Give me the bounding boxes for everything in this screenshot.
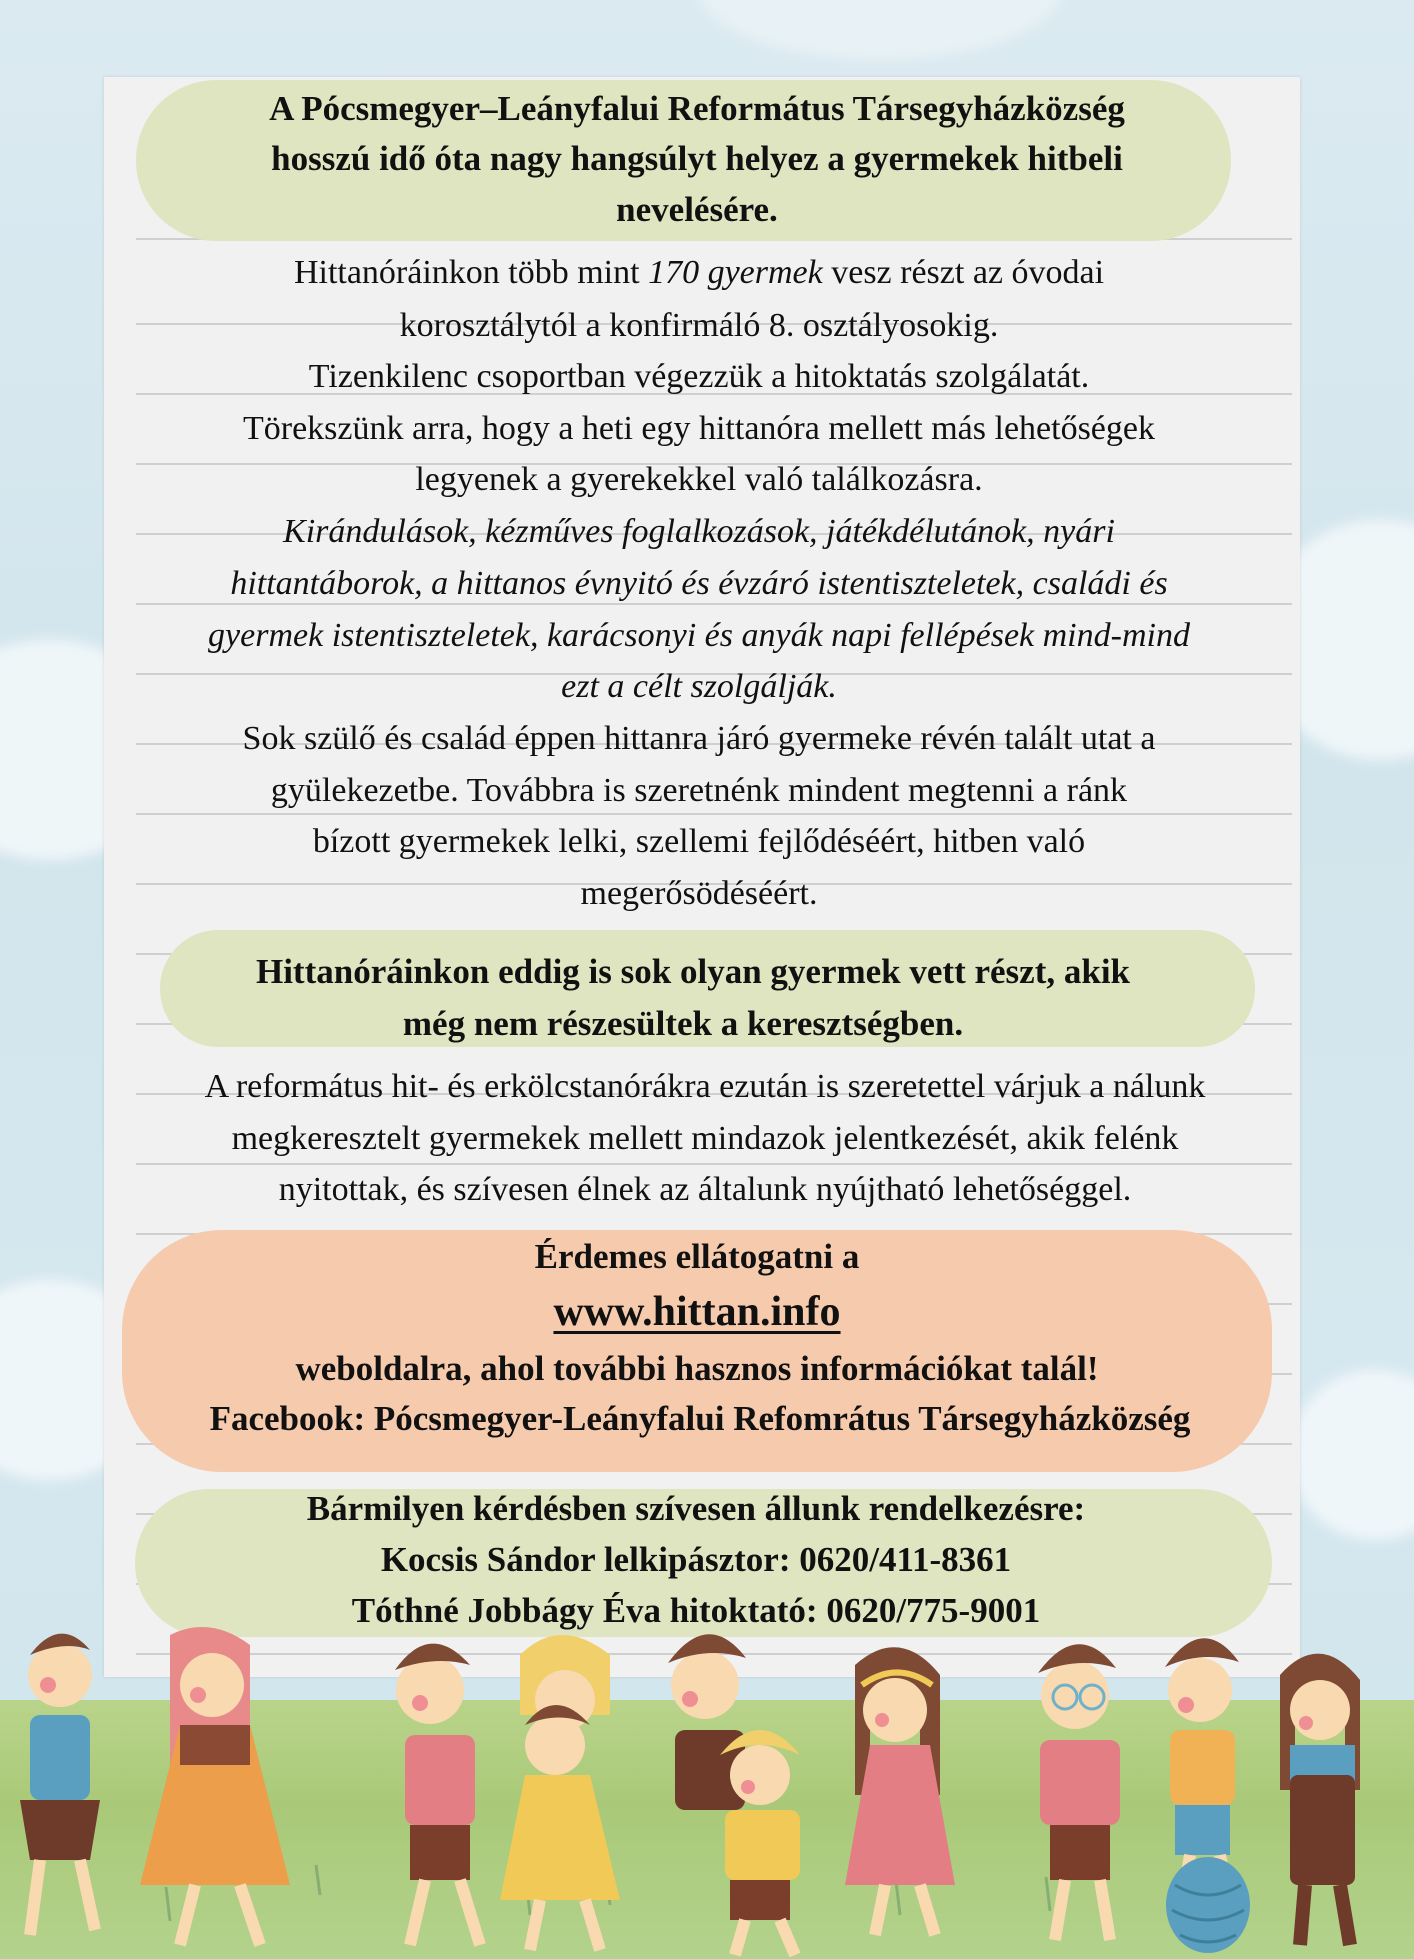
invitation-line: nyitottak, és szívesen élnek az általunk nyújtható lehetőséggel. — [278, 1171, 1132, 1208]
contact-heading: Bármilyen kérdésben szívesen állunk rendelkezésre: — [306, 1489, 1086, 1528]
child-figure — [395, 1644, 480, 1945]
contact-person: Tóthné Jobbágy Éva hitoktató: 0620/775-9001 — [351, 1591, 1041, 1630]
facebook-line: Facebook: Pócsmegyer-Leányfalui Refomrátus Társegyházközség — [209, 1399, 1191, 1438]
child-figure — [1280, 1654, 1360, 1945]
child-figure — [845, 1647, 955, 1935]
activities-line: Kirándulások, kézműves foglalkozások, játékdélutánok, nyári — [283, 513, 1115, 550]
intro-line: nevelésére. — [616, 190, 778, 229]
dancing-children-illustration — [0, 1615, 1414, 1959]
intro-line: A Pócsmegyer–Leányfalui Református Társegyházközség — [269, 89, 1125, 128]
highlight-line: Hittanóráinkon eddig is sok olyan gyermek vett részt, akik — [255, 952, 1131, 991]
activities-line: hittantáborok, a hittanos évnyitó és évzáró istentiszteletek, családi és — [230, 565, 1168, 602]
website-link[interactable]: www.hittan.info — [553, 1289, 841, 1335]
child-figure — [140, 1627, 290, 1945]
child-figure — [20, 1634, 100, 1935]
website-after: weboldalra, ahol további hasznos információkat talál! — [295, 1349, 1099, 1388]
child-figure — [1038, 1644, 1120, 1940]
body-line1-post: vesz részt az óvodai — [822, 254, 1105, 291]
body-line1-pre: Hittanóráinkon több mint — [293, 254, 649, 291]
child-figure — [500, 1635, 620, 1950]
paper-rule — [136, 1163, 1292, 1165]
body-line: Tizenkilenc csoportban végezzük a hitoktatás szolgálatát. — [308, 358, 1090, 395]
invitation-line: megkeresztelt gyermekek mellett mindazok jelentkezését, akik felénk — [231, 1120, 1179, 1157]
closing-line: bízott gyermekek lelki, szellemi fejlődéséért, hitben való — [312, 823, 1086, 860]
highlight-line: még nem részesültek a keresztségben. — [402, 1004, 964, 1043]
closing-line: gyülekezetbe. Továbbra is szeretnénk mindent megtenni a ránk — [270, 772, 1128, 809]
paper-rule — [136, 813, 1292, 815]
closing-line: Sok szülő és család éppen hittanra járó gyermeke révén talált utat a — [242, 720, 1156, 757]
intro-line: hosszú idő óta nagy hangsúlyt helyez a gyermekek hitbeli — [271, 139, 1123, 178]
ball-icon — [1166, 1857, 1250, 1953]
activities-line: ezt a célt szolgálják. — [561, 668, 837, 705]
children-count: 170 gyermek — [648, 254, 823, 291]
closing-line: megerősödéséért. — [580, 875, 818, 912]
invitation-line: A református hit- és erkölcstanórákra ezután is szeretettel várjuk a nálunk — [204, 1068, 1206, 1105]
body-line — [0, 253, 1406, 293]
body-line: legyenek a gyerekekkel való találkozásra. — [415, 461, 983, 498]
body-line: korosztálytól a konfirmáló 8. osztályosokig. — [399, 307, 999, 344]
activities-line: gyermek istentiszteletek, karácsonyi és anyák napi fellépések mind-mind — [208, 617, 1190, 654]
body-line: Törekszünk arra, hogy a heti egy hittanóra mellett más lehetőségek — [242, 410, 1155, 447]
website-intro: Érdemes ellátogatni a — [534, 1237, 860, 1276]
contact-person: Kocsis Sándor lelkipásztor: 0620/411-8361 — [380, 1540, 1012, 1579]
